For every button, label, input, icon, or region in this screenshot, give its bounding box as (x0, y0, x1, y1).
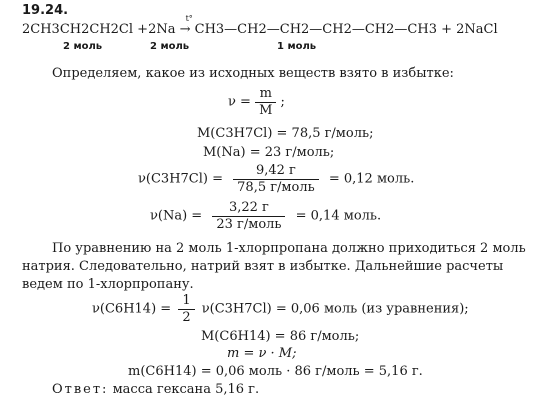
equation-reactants: 2CH3CH2CH2Cl +2Na (22, 22, 180, 37)
label-reactant1: 2 моль (63, 41, 103, 52)
fraction: $\frac{3,22 г}{\text{23 г/моль}}$ (212, 201, 285, 231)
paragraph-line2: натрия. Следовательно, натрий взят в избытке. Дальнейшие расчеты (22, 259, 504, 274)
intro-text: Определяем, какое из исходных веществ взято в избытке: (52, 66, 454, 81)
molar-mass-c3h7cl: M(C3H7Cl) = 78,5 г/моль; (197, 126, 374, 141)
equation-arrow: → t° (179, 14, 193, 37)
nu-na: ν(Na) = $\frac{3,22 г}{\text{23 г/моль}}$ = 0,14 моль. (150, 200, 382, 232)
problem-number: 19.24. (22, 3, 69, 18)
nu-c3h7cl: ν(C3H7Cl) = $\frac{9,42 г}{\text{78,5 г/моль}}$ = 0,12 моль. (138, 163, 415, 195)
mass-formula: m = ν · M; (227, 346, 297, 361)
mass-c6h14: m(C6H14) = 0,06 моль · 86 г/моль = 5,16 г. (128, 364, 423, 379)
molar-mass-na: M(Na) = 23 г/моль; (203, 145, 335, 160)
answer-text: масса гексана 5,16 г. (108, 382, 260, 397)
answer-line (52, 382, 259, 397)
paragraph-line3: ведем по 1-хлорпропану. (22, 277, 194, 292)
nu-c6h14: ν(C6H14) = $\frac{1}{2}$ ν(C3H7Cl) = 0,06 моль (из уравнения); (92, 293, 469, 325)
fraction: $\frac{9,42 г}{\text{78,5 г/моль}}$ (233, 164, 319, 194)
answer-label: Ответ: (52, 382, 109, 397)
label-product: 1 моль (277, 41, 317, 52)
reaction-equation (22, 14, 498, 37)
label-reactant2: 2 моль (150, 41, 190, 52)
arrow-superscript: t° (185, 14, 193, 23)
fraction: $\frac{m}{M}$ (255, 87, 276, 117)
formula-nu: ν = $\frac{m}{M}$ ; (228, 86, 285, 118)
paragraph-line1: По уравнению на 2 моль 1-хлорпропана должно приходиться 2 моль (52, 241, 526, 256)
fraction: $\frac{1}{2}$ (178, 294, 194, 324)
equation-products: CH3—CH2—CH2—CH2—CH2—CH3 + 2NaCl (190, 22, 498, 37)
molar-mass-c6h14: M(C6H14) = 86 г/моль; (201, 329, 360, 344)
